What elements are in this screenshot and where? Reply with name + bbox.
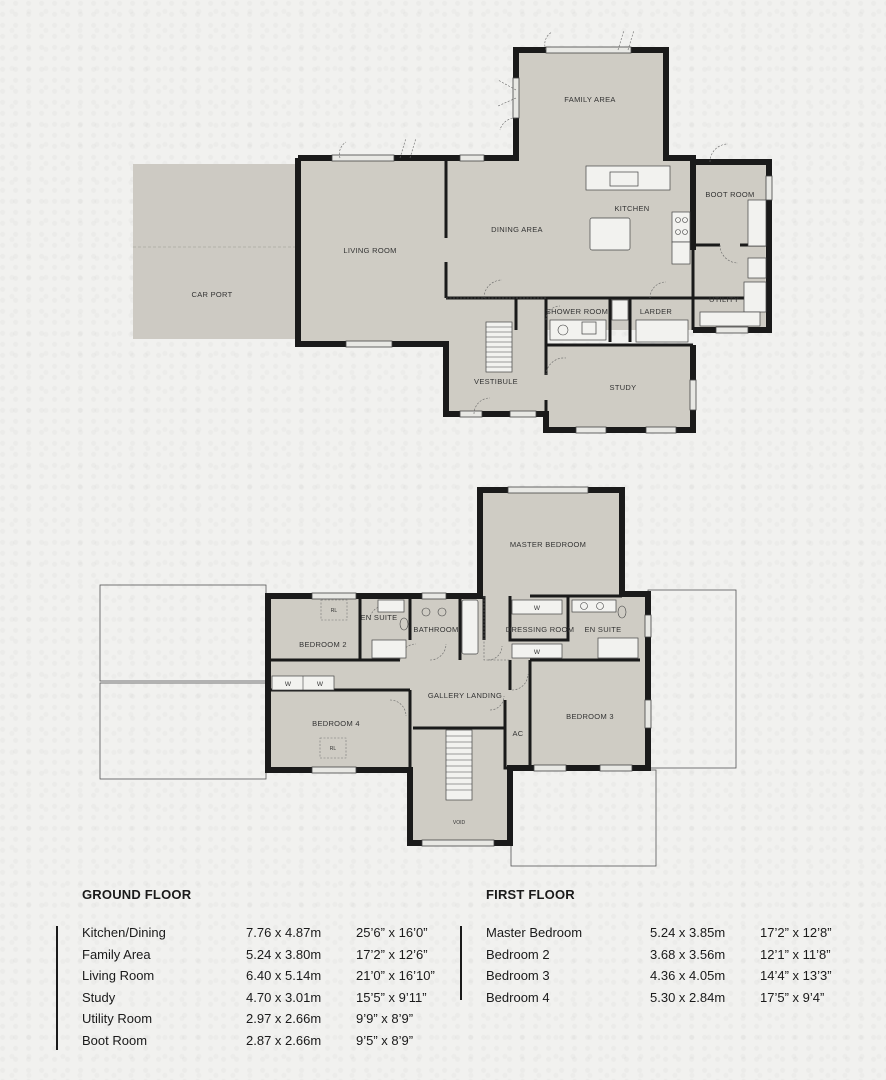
schedule-row: [82, 1033, 442, 1055]
room-metric: 2.97 x 2.66m: [246, 1011, 322, 1026]
room-name: Bedroom 2: [486, 946, 550, 962]
schedule-row: [486, 968, 866, 990]
schedule-row: [82, 968, 442, 990]
roof-outline-4: [511, 770, 656, 866]
room-imperial: 14’4” x 13’3”: [760, 968, 832, 983]
ground-floor-title: GROUND FLOOR: [82, 887, 192, 902]
first-stairs: [446, 730, 472, 800]
shower-room-label: SHOWER ROOM: [545, 307, 609, 316]
room-imperial: 9’9” x 8’9”: [356, 1011, 414, 1026]
room-metric: 2.87 x 2.66m: [246, 1032, 322, 1048]
larder-label: LARDER: [639, 307, 673, 316]
vestibule-label: VESTIBULE: [474, 377, 518, 386]
room-metric: 7.76 x 4.87m: [246, 925, 322, 940]
room-metric: 5.24 x 3.80m: [246, 946, 322, 962]
room-name: Bedroom 4: [486, 989, 550, 1005]
room-imperial: 9’5” x 8’9”: [356, 1032, 414, 1048]
schedule-row: [486, 925, 866, 947]
dining-area-label: DINING AREA: [491, 225, 543, 234]
schedule-row: [486, 947, 866, 969]
room-metric: 4.70 x 3.01m: [246, 989, 322, 1005]
room-metric: 3.68 x 3.56m: [650, 946, 726, 962]
master-bedroom-label: MASTER BEDROOM: [509, 540, 587, 549]
first-floor-title: FIRST FLOOR: [486, 887, 575, 902]
first-floor-plan: [100, 487, 736, 866]
wardrobe-label-1: W: [284, 681, 292, 688]
wardrobe-label-4: W: [533, 649, 541, 656]
schedule-row: [82, 925, 442, 947]
room-metric: 4.36 x 4.05m: [650, 968, 726, 983]
room-imperial: 21’0” x 16’10”: [356, 968, 435, 983]
void-label: VOID: [452, 820, 466, 826]
boot-room-label: BOOT ROOM: [705, 190, 755, 199]
room-name: Study: [82, 989, 116, 1005]
room-metric: 5.30 x 2.84m: [650, 989, 726, 1005]
room-name: Living Room: [82, 968, 155, 983]
bathroom-label: BATHROOM: [413, 625, 459, 634]
schedule-row: [486, 990, 866, 1012]
rl-label-2: RL: [329, 746, 337, 752]
wardrobe-label-3: W: [533, 605, 541, 612]
ac-label: AC: [512, 729, 524, 738]
bedroom-2-label: BEDROOM 2: [299, 640, 347, 649]
room-imperial: 12’1” x 11’8”: [760, 946, 831, 962]
ground-floor-plan: [133, 30, 772, 433]
room-name: Boot Room: [82, 1032, 148, 1048]
kitchen-label: KITCHEN: [614, 204, 650, 213]
schedule-row: [82, 947, 442, 969]
family-area-label: FAMILY AREA: [564, 95, 616, 104]
room-imperial: 17’2” x 12’6”: [356, 946, 428, 962]
bedroom-3-label: BEDROOM 3: [566, 712, 614, 721]
en-suite-2-label: EN SUITE: [584, 625, 622, 634]
first-schedule-divider: [460, 926, 462, 1000]
wardrobe-label-2: W: [316, 681, 324, 688]
room-imperial: 15’5” x 9’11”: [356, 989, 427, 1005]
room-name: Kitchen/Dining: [82, 925, 166, 940]
room-imperial: 17’2” x 12’8”: [760, 925, 832, 940]
rl-label-1: RL: [330, 608, 338, 614]
bedroom-4-label: BEDROOM 4: [312, 719, 360, 728]
ground-schedule-divider: [56, 926, 58, 1050]
living-room-label: LIVING ROOM: [343, 246, 397, 255]
schedule-row: [82, 1011, 442, 1033]
room-name: Utility Room: [82, 1011, 153, 1026]
roof-outline-1: [100, 585, 266, 681]
car-port-label: CAR PORT: [191, 290, 233, 299]
room-imperial: 25’6” x 16’0”: [356, 925, 428, 940]
room-name: Master Bedroom: [486, 925, 583, 940]
room-metric: 6.40 x 5.14m: [246, 968, 322, 983]
first-floor-schedule: [486, 925, 866, 1011]
roof-outline-2: [100, 683, 266, 779]
en-suite-1-label: EN SUITE: [360, 613, 398, 622]
car-port-area: [133, 164, 298, 339]
schedule-row: [82, 990, 442, 1012]
study-label: STUDY: [609, 383, 637, 392]
utility-label: UTILITY: [708, 295, 740, 304]
ground-stairs: [486, 322, 512, 372]
dressing-room-label: DRESSING ROOM: [505, 625, 575, 634]
room-name: Family Area: [82, 946, 151, 962]
room-metric: 5.24 x 3.85m: [650, 925, 726, 940]
roof-outline-3: [648, 590, 736, 768]
ground-floor-schedule: [82, 925, 442, 1054]
room-imperial: 17’5” x 9’4”: [760, 989, 825, 1005]
gallery-landing-label: GALLERY LANDING: [427, 691, 503, 700]
room-name: Bedroom 3: [486, 968, 550, 983]
